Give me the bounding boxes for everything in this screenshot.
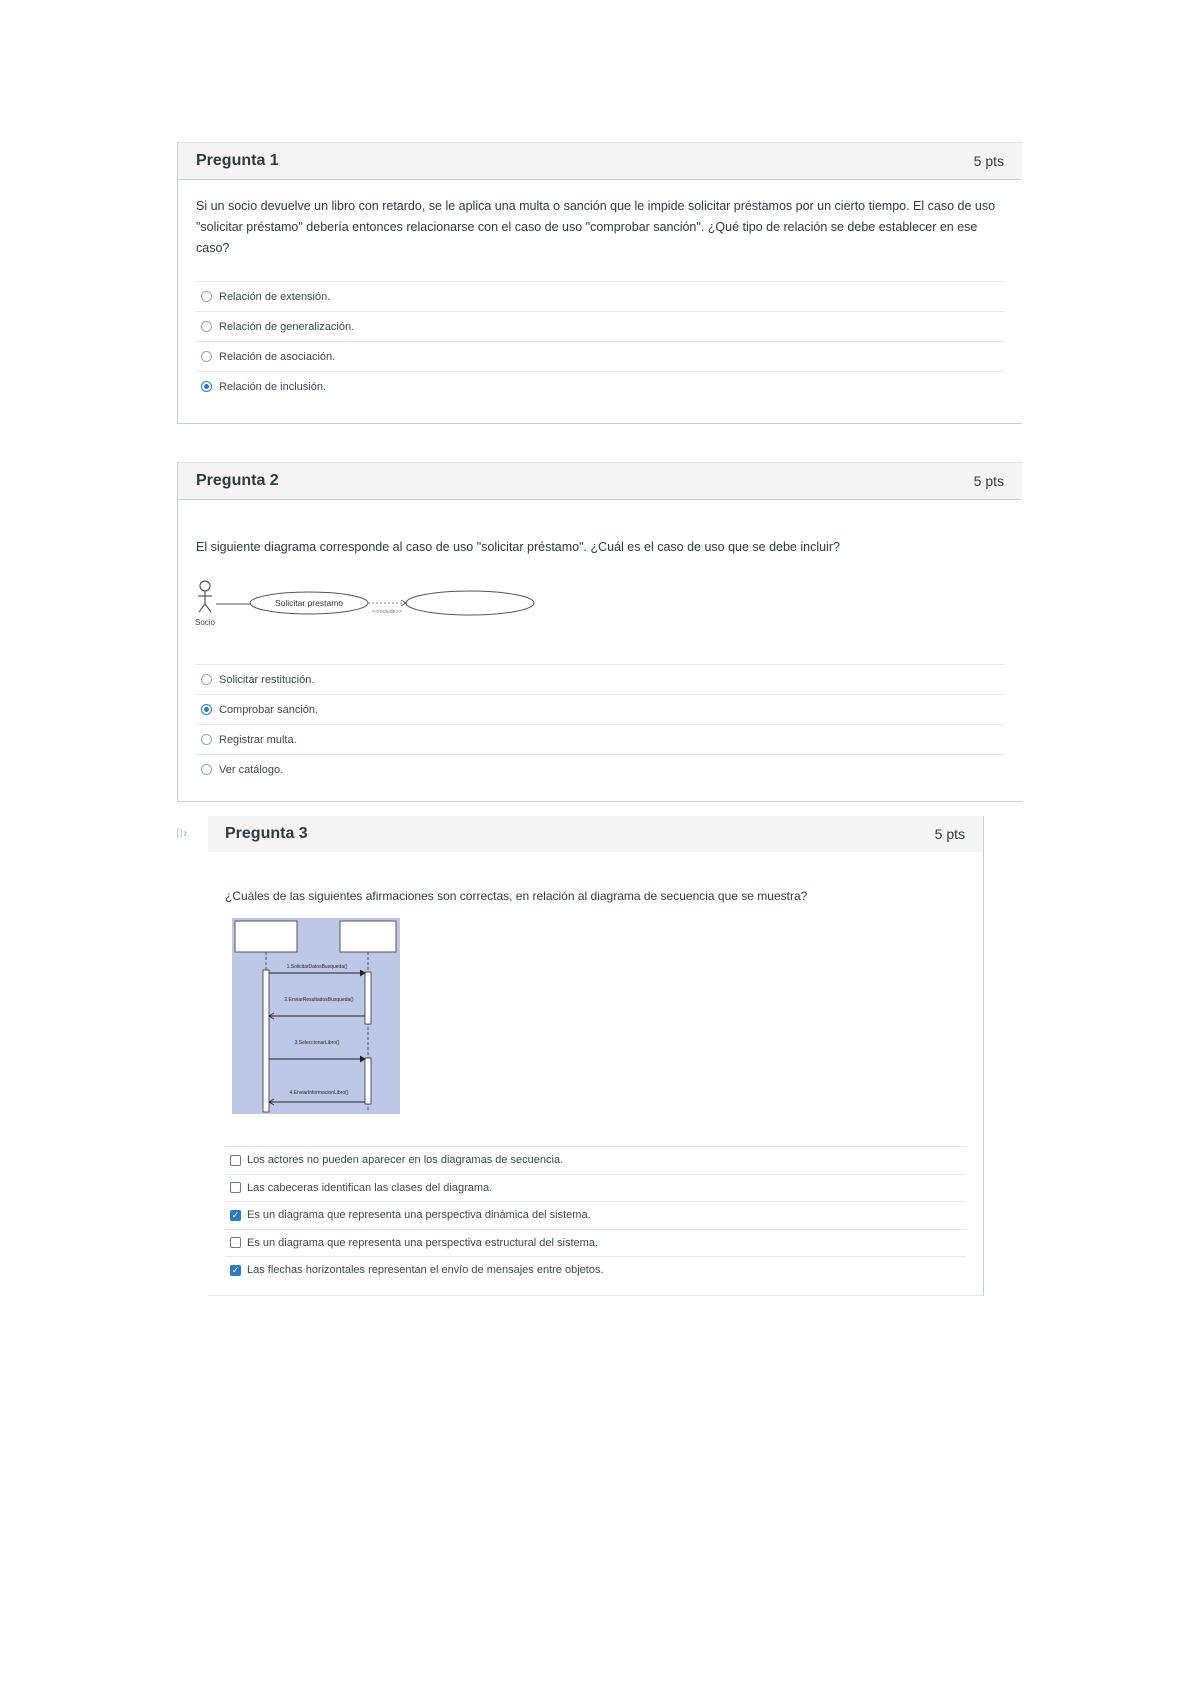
use-case-diagram [194, 578, 564, 636]
radio-button[interactable] [201, 351, 212, 362]
answer-option[interactable] [196, 281, 1004, 311]
answer-label: Registrar multa. [219, 733, 297, 746]
radio-button[interactable] [201, 674, 212, 685]
answer-label: Ver catálogo. [219, 763, 284, 776]
answer-label: Las cabeceras identifican las clases del diagrama. [247, 1181, 493, 1194]
answer-list [196, 281, 1004, 401]
answer-label: Relación de inclusión. [219, 380, 327, 393]
radio-button[interactable] [201, 321, 212, 332]
answer-label: Solicitar restitución. [219, 673, 315, 686]
radio-button[interactable] [201, 734, 212, 745]
checkbox-checked[interactable]: ✓ [231, 1264, 240, 1275]
answer-label: Relación de generalización. [219, 320, 355, 333]
answer-label: Es un diagrama que representa una perspectiva estructural del sistema. [247, 1236, 598, 1249]
answer-option[interactable] [225, 1146, 966, 1174]
answer-option[interactable] [196, 311, 1004, 341]
sequence-diagram [232, 918, 400, 1114]
activation-bar [263, 970, 269, 1112]
question-header [178, 462, 1022, 500]
lifeline-header [235, 921, 297, 952]
radio-button[interactable] [201, 764, 212, 775]
include-stereotype: <<include>> [371, 609, 403, 615]
question-header [178, 142, 1022, 180]
use-case-label: Solicitar prestamo [274, 598, 344, 608]
message-label: 2.EnviarResultadosBusqueda() [284, 997, 354, 1003]
empty-use-case-ellipse [406, 591, 534, 615]
checkbox-checked[interactable]: ✓ [231, 1209, 240, 1220]
answer-option[interactable] [196, 754, 1004, 784]
activation-bar [365, 972, 371, 1024]
answer-option[interactable] [196, 664, 1004, 694]
lifeline-header [340, 921, 396, 952]
question-points: 5 pts [934, 826, 965, 842]
checkbox[interactable] [230, 1237, 241, 1248]
message-label: 3.SeleccionarLibro() [294, 1040, 340, 1046]
answer-label: Es un diagrama que representa una perspectiva dinámica del sistema. [247, 1209, 591, 1222]
question-points: 5 pts [973, 153, 1004, 169]
answer-option[interactable] [196, 371, 1004, 401]
answer-label: Relación de extensión. [219, 290, 331, 303]
answer-label: Comprobar sanción. [219, 703, 319, 716]
question-3 [176, 816, 984, 1296]
answer-option[interactable] [196, 341, 1004, 371]
radio-button[interactable] [201, 291, 212, 302]
actor-label: Socio [194, 618, 216, 627]
answer-option[interactable] [225, 1201, 966, 1229]
question-2 [177, 462, 1022, 802]
answer-list [225, 1146, 966, 1284]
question-1 [177, 142, 1022, 424]
message-label: 4.EnviarInformacionLibro() [289, 1090, 349, 1096]
answer-option[interactable] [196, 724, 1004, 754]
question-text: Si un socio devuelve un libro con retardo, se le aplica una multa o sanción que le impide solicitar préstamos por un cierto tiempo. El caso de uso "solicitar préstamo" debería entonces relacionarse con el caso de uso "comprobar sanción". ¿Qué tipo de relación se debe establecer en ese caso? [196, 199, 996, 255]
answer-label: Los actores no pueden aparecer en los diagramas de secuencia. [247, 1154, 564, 1167]
question-title: Pregunta 1 [196, 152, 279, 169]
question-text: El siguiente diagrama corresponde al caso de uso "solicitar préstamo". ¿Cuál es el caso de uso que se debe incluir? [196, 540, 840, 554]
answer-option[interactable] [225, 1229, 966, 1257]
checkbox[interactable] [230, 1182, 241, 1193]
question-text: ¿Cuáles de las siguientes afirmaciones son correctas, en relación al diagrama de secuencia que se muestra? [225, 889, 808, 903]
answer-label: Las flechas horizontales representan el envío de mensajes entre objetos. [247, 1264, 604, 1277]
answer-option[interactable] [225, 1256, 966, 1284]
answer-option[interactable] [196, 694, 1004, 724]
message-label: 1.SolicitarDatosBusqueda() [286, 964, 348, 970]
question-title: Pregunta 2 [196, 472, 279, 489]
checkbox[interactable] [230, 1155, 241, 1166]
answer-option[interactable] [225, 1174, 966, 1202]
question-header [208, 816, 983, 852]
radio-button-selected[interactable] [201, 704, 212, 715]
answer-label: Relación de asociación. [219, 350, 336, 363]
question-points: 5 pts [973, 473, 1004, 489]
actor-figure [198, 581, 212, 612]
answer-list [196, 664, 1004, 784]
question-title: Pregunta 3 [225, 825, 308, 842]
flag-question-icon[interactable]: ⌷› [176, 826, 188, 840]
activation-bar [365, 1058, 371, 1104]
radio-button-selected[interactable] [201, 381, 212, 392]
